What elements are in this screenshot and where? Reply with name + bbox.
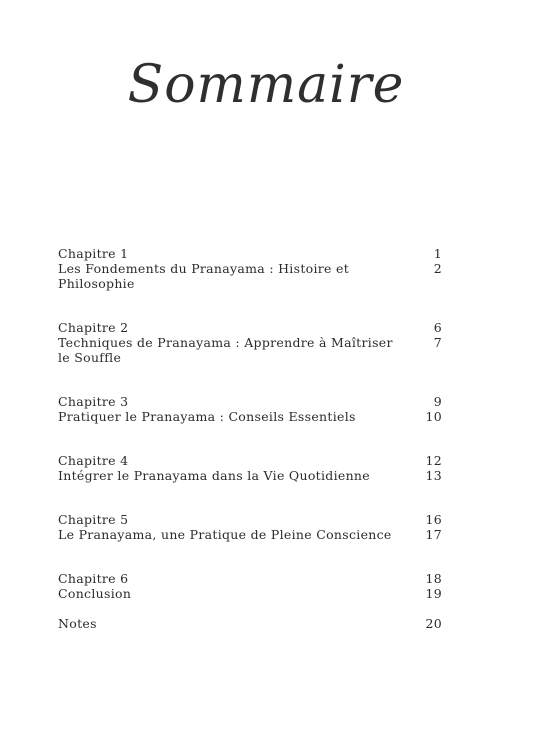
title-script-svg [0,40,533,135]
toc-entry-chapter-3 [58,394,442,424]
toc-notes-row[interactable] [58,616,442,631]
toc-subtitle-label: Techniques de Pranayama : Apprendre à Maîtriser le Souffle [58,335,393,365]
toc-subtitle-label: Intégrer le Pranayama dans la Vie Quotidienne [58,468,370,483]
page-title-block [0,40,533,135]
toc-subtitle-row[interactable] [58,468,442,483]
toc-page-number: 20 [425,616,442,631]
toc-entry-chapter-4 [58,453,442,483]
toc-page-number: 9 [433,394,442,409]
toc-subtitle-label: Conclusion [58,586,132,601]
toc-page-number: 17 [425,527,442,542]
toc-page-number: 7 [433,335,442,350]
toc-page-number: 12 [425,453,442,468]
toc-subtitle-row[interactable] [58,409,442,424]
toc-entry-chapter-6 [58,571,442,601]
toc-subtitle-row[interactable] [58,335,442,365]
toc-subtitle-row[interactable] [58,261,442,291]
toc-chapter-label: Chapitre 1 [58,246,129,261]
toc-chapter-row[interactable] [58,320,442,335]
toc-page-number: 18 [425,571,442,586]
toc-subtitle-row[interactable] [58,527,442,542]
toc-notes-label: Notes [58,616,97,631]
toc-page-number: 16 [425,512,442,527]
toc-chapter-label: Chapitre 6 [58,571,129,586]
toc-chapter-label: Chapitre 2 [58,320,129,335]
toc-subtitle-label: Pratiquer le Pranayama : Conseils Essentiels [58,409,356,424]
toc-entry-chapter-2 [58,320,442,365]
toc-chapter-label: Chapitre 4 [58,453,129,468]
toc-chapter-row[interactable] [58,571,442,586]
toc-subtitle-row[interactable] [58,586,442,601]
toc-entry-notes [58,616,442,631]
toc-page-number: 19 [425,586,442,601]
toc-page-number: 2 [433,261,442,276]
toc-chapter-label: Chapitre 3 [58,394,129,409]
toc-subtitle-label: Les Fondements du Pranayama : Histoire et Philosophie [58,261,350,291]
toc-chapter-row[interactable] [58,394,442,409]
toc-page-number: 6 [433,320,442,335]
toc-chapter-row[interactable] [58,453,442,468]
toc-chapter-row[interactable] [58,246,442,261]
toc-subtitle-label: Le Pranayama, une Pratique de Pleine Conscience [58,527,392,542]
toc-entry-chapter-5 [58,512,442,542]
page-title: Sommaire [127,55,405,115]
toc-chapter-label: Chapitre 5 [58,512,129,527]
toc-page-number: 1 [433,246,442,261]
toc-entry-chapter-1 [58,246,442,291]
toc-chapter-row[interactable] [58,512,442,527]
toc-page-number: 10 [425,409,442,424]
toc-page-number: 13 [425,468,442,483]
